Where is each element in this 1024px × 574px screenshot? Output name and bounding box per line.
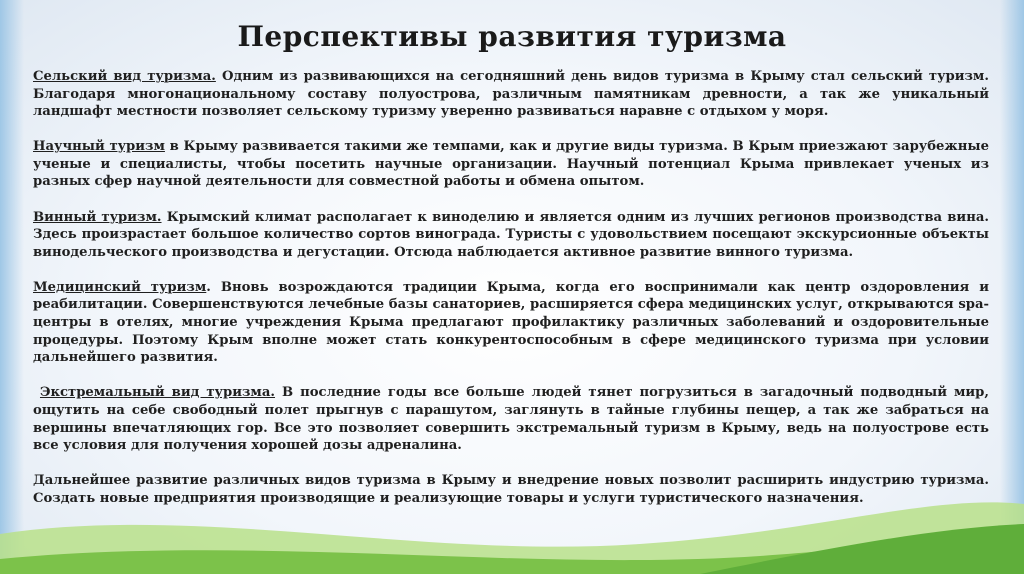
paragraph-conclusion (33, 472, 989, 507)
paragraph-extreme-tourism (33, 384, 989, 454)
paragraph-lead: Винный туризм. (33, 209, 162, 225)
paragraph-text: Одним из развивающихся на сегодняшний день видов туризма в Крыму стал сельский туризм. Благодаря многонациональному составу полуострова, различным памятникам древности, а так же уникальный ландшафт местности позволяет сельскому туризму уверенно развиваться наравне с отдыхом у моря. (33, 69, 989, 120)
paragraph-lead: Экстремальный вид туризма. (39, 385, 276, 401)
paragraph-text: . Вновь возрождаются традиции Крыма, когда его воспринимали как центр оздоровления и реабилитации. Совершенствуются лечебные базы санаториев, расширяется сфера медицинских услуг, открываются spa-центры в отелях, многие учреждения Крыма предлагают профилактику различных заболеваний и оздоровительные процедуры. Поэтому Крым вполне может стать конкурентоспособным в сфере медицинского туризма при условии дальнейшего развития. (33, 279, 989, 366)
paragraph-scientific-tourism (33, 138, 989, 191)
slide-title: Перспективы развития туризма (237, 20, 787, 53)
slide-body (33, 68, 989, 507)
paragraph-lead: Научный туризм (33, 139, 165, 155)
paragraph-medical-tourism (33, 279, 989, 367)
paragraph-wine-tourism (33, 209, 989, 262)
paragraph-text: Дальнейшее развитие различных видов туризма в Крыму и внедрение новых позволит расширить индустрию туризма. Создать новые предприятия производящие и реализующие товары и услуги туристического назначения. (33, 473, 989, 506)
paragraph-text: В последние годы все больше людей тянет погрузиться в загадочный подводный мир, ощутить на себе свободный полет прыгнув с парашутом, заглянуть в тайные глубины пещер, а так же забраться на вершины впечатляющих гор. Все это позволяет совершить экстремальный туризм в Крыму, ведь на полуострове есть все условия для получения хорошей дозы адреналина. (33, 385, 989, 454)
paragraph-lead: Сельский вид туризма. (33, 69, 216, 84)
paragraph-text: Крымский климат располагает к виноделию и является одним из лучших регионов производства вина. Здесь произрастает большое количество сортов винограда. Туристы с удовольствием посещают экскурсионные объекты винодельческого производства и дегустации. Отсюда наблюдается активное развитие винного туризма. (33, 209, 989, 260)
paragraph-rural-tourism (33, 68, 989, 121)
paragraph-lead: Медицинский туризм (33, 279, 207, 295)
paragraph-text: в Крыму развивается такими же темпами, как и другие виды туризма. В Крым приезжают зарубежные ученые и специалисты, чтобы посетить научные организации. Научный потенциал Крыма привлекает ученых из разных сфер научной деятельности для совместной работы и обмена опытом. (33, 139, 989, 190)
